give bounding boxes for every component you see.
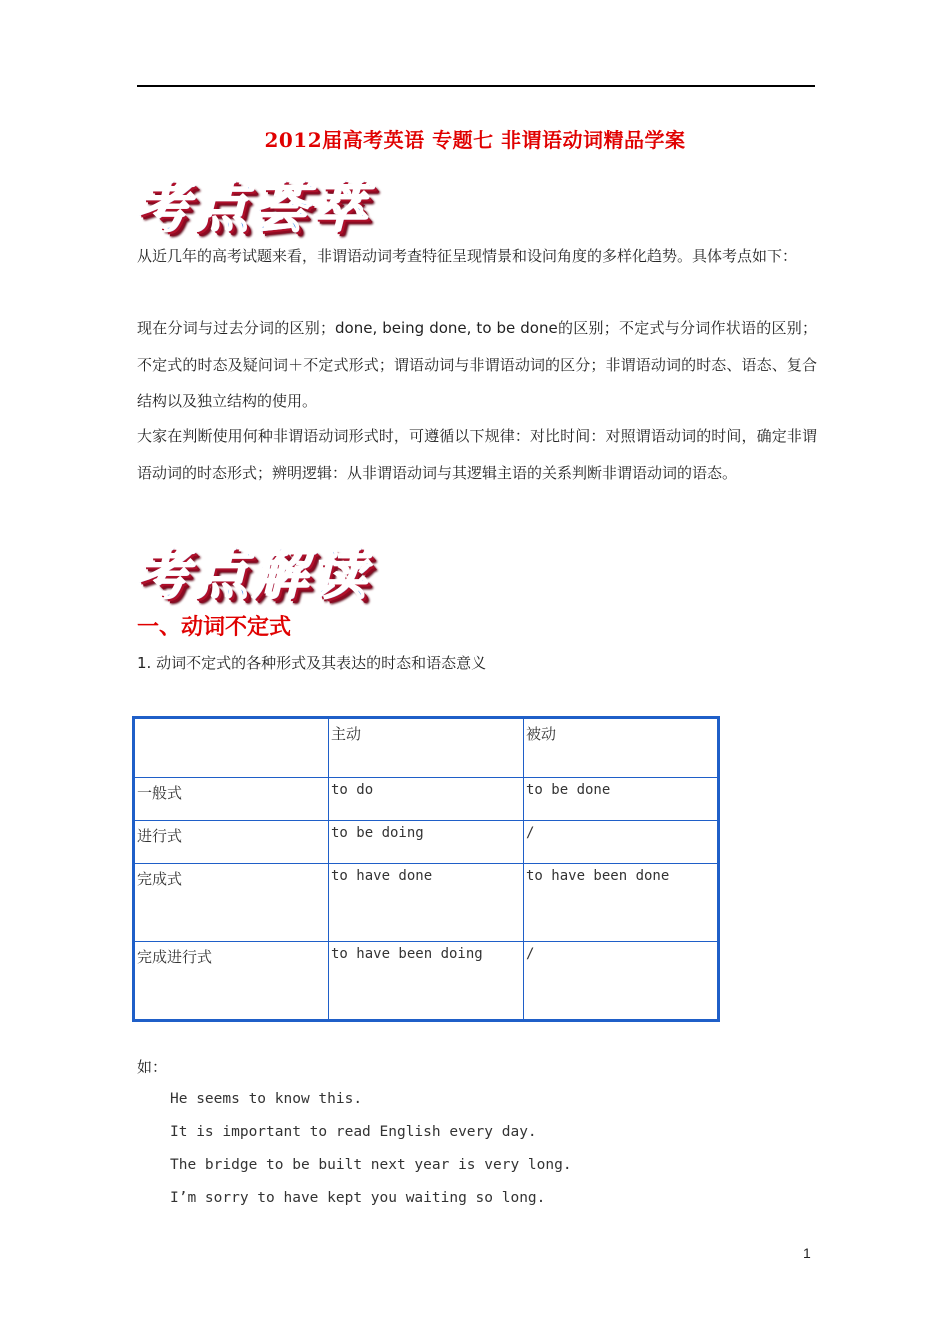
examples-label: 如： xyxy=(137,1058,168,1076)
table-row xyxy=(134,778,719,821)
table-cell: to have been done xyxy=(524,864,719,942)
intro-paragraph-2: 现在分词与过去分词的区别；done, being done, to be done的区别；不定式与分词作状语的区别；不定式的时态及疑问词＋不定式形式；谓语动词与非谓语动词的区分；非谓语动词的时态、语态、复合结构以及独立结构的使用。 xyxy=(137,319,817,410)
intro-paragraph-1: 从近几年的高考试题来看，非谓语动词考查特征呈现情景和设问角度的多样化趋势。具体考点如下： xyxy=(137,247,798,265)
example-sentence: He seems to know this. xyxy=(170,1091,363,1107)
example-sentence: It is important to read English every day. xyxy=(170,1124,537,1140)
table-cell: 完成式 xyxy=(134,864,329,942)
table-cell: 完成进行式 xyxy=(134,942,329,1021)
page-title: 2012届高考英语 专题七 非谓语动词精品学案 xyxy=(264,128,686,152)
table-header-cell: 主动 xyxy=(329,718,524,778)
table-header-row xyxy=(134,718,719,778)
table-cell: to have been doing xyxy=(329,942,524,1021)
table-cell: 一般式 xyxy=(134,778,329,821)
table-cell: / xyxy=(524,942,719,1021)
table-row xyxy=(134,864,719,942)
table-cell: to be doing xyxy=(329,821,524,864)
infinitive-forms-table xyxy=(132,716,720,1022)
table-header-cell xyxy=(134,718,329,778)
banner-kaodian-jiedu: 考点解读 xyxy=(134,541,371,606)
page-number: 1 xyxy=(803,1245,811,1261)
table-cell: to be done xyxy=(524,778,719,821)
intro-paragraph-3: 大家在判断使用何种非谓语动词形式时，可遵循以下规律：对比时间：对照谓语动词的时间，确定非谓语动词的时态形式；辨明逻辑：从非谓语动词与其逻辑主语的关系判断非谓语动词的语态。 xyxy=(137,427,817,482)
table-row xyxy=(134,821,719,864)
table-cell: to have done xyxy=(329,864,524,942)
table-row xyxy=(134,942,719,1021)
header-rule xyxy=(137,85,815,87)
table-header-cell: 被动 xyxy=(524,718,719,778)
example-sentence: The bridge to be built next year is very long. xyxy=(170,1157,572,1173)
table-cell: 进行式 xyxy=(134,821,329,864)
example-sentence: I’m sorry to have kept you waiting so long. xyxy=(170,1190,546,1206)
table-cell: to do xyxy=(329,778,524,821)
subheading: 1. 动词不定式的各种形式及其表达的时态和语态意义 xyxy=(137,654,487,672)
section-title: 一、动词不定式 xyxy=(137,615,292,640)
banner-kaodian-huicui: 考点荟萃 xyxy=(134,174,371,239)
table-cell: / xyxy=(524,821,719,864)
